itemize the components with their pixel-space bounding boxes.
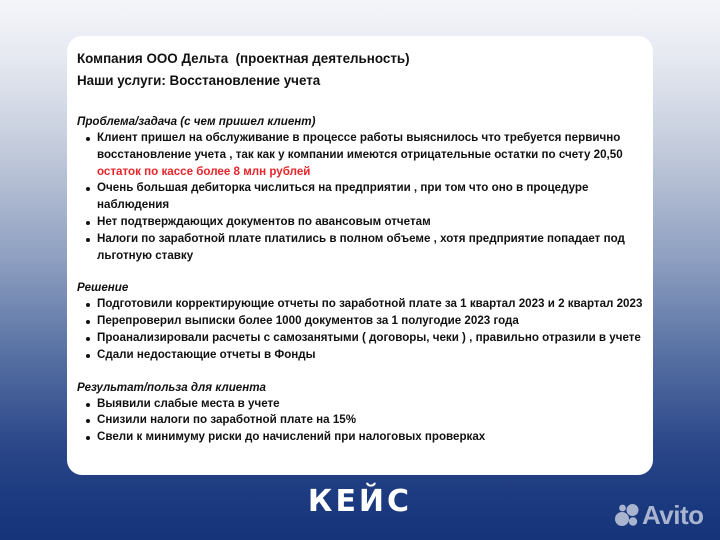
section-title-solution: Решение	[77, 281, 129, 295]
list-item: Перепроверил выписки более 1000 документов за 1 полугодие 2023 года	[85, 313, 643, 330]
avito-dots-icon	[614, 503, 640, 527]
problem-list	[77, 130, 643, 264]
list-item: Выявили слабые места в учете	[85, 396, 643, 413]
list-item: Нет подтверждающих документов по авансовым отчетам	[85, 214, 643, 231]
list-item-text: Клиент пришел на обслуживание в процессе работы выяснилось что требуется первично восстановление учета , так как у компании имеются отрицательные остатки по счету 20,50	[97, 131, 623, 161]
services-title: Наши услуги: Восстановление учета	[77, 73, 321, 88]
list-item: Снизили налоги по заработной плате на 15%	[85, 412, 643, 429]
solution-list	[77, 296, 643, 363]
case-card	[67, 36, 653, 475]
list-item: Проанализировали расчеты с самозанятыми ( договоры, чеки ) , правильно отразили в учете	[85, 330, 643, 347]
avito-watermark	[614, 500, 704, 530]
list-item: Свели к минимуму риски до начислений при налоговых проверках	[85, 429, 643, 446]
highlight-text: остаток по кассе более 8 млн рублей	[97, 164, 311, 178]
section-title-problem: Проблема/задача (с чем пришел клиент)	[77, 115, 316, 128]
company-title: Компания ООО Дельта (проектная деятельность)	[77, 51, 410, 66]
list-item: Подготовили корректирующие отчеты по заработной плате за 1 квартал 2023 и 2 квартал 2023	[85, 296, 643, 313]
list-item: Очень большая дебиторка числиться на предприятии , при том что оно в процедуре наблюдения	[85, 180, 643, 214]
list-item: Налоги по заработной плате платились в полном объеме , хотя предприятие попадает под льготную ставку	[85, 231, 643, 265]
avito-wordmark: Avito	[642, 499, 704, 530]
list-item: Сдали недостающие отчеты в Фонды	[85, 347, 643, 364]
section-title-result: Результат/польза для клиента	[77, 380, 266, 394]
list-item	[85, 130, 643, 180]
result-list	[77, 396, 643, 446]
case-label: КЕЙС	[307, 484, 413, 519]
